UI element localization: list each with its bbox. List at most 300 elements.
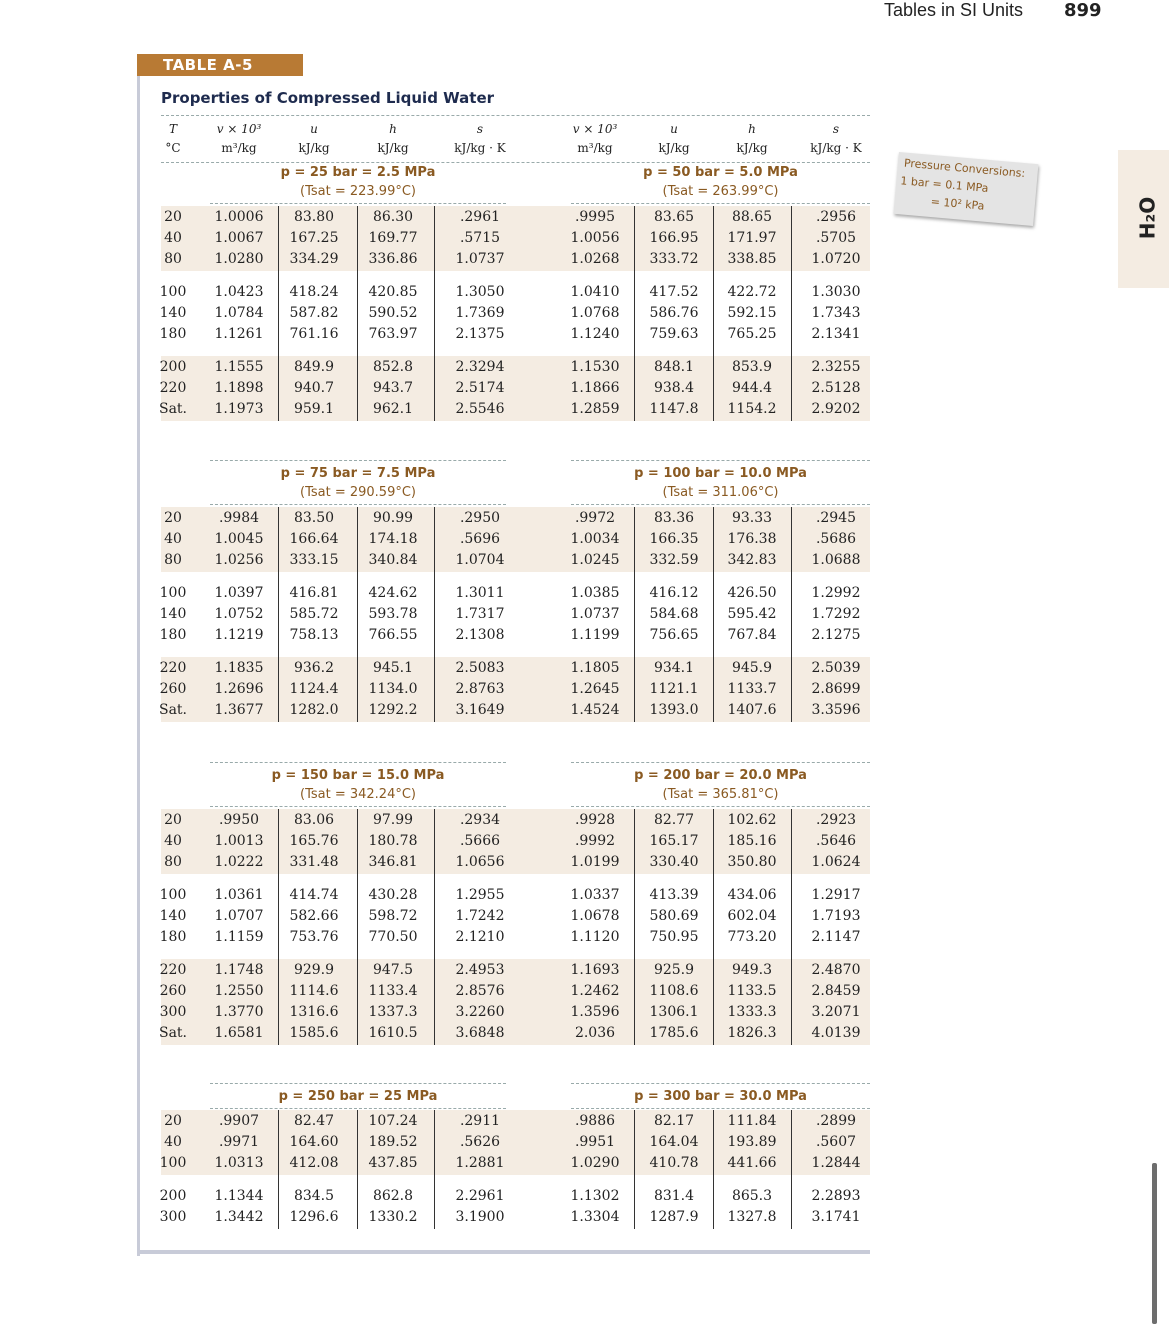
- temperature-cell: 260: [159, 681, 187, 697]
- note-title: Pressure Conversions:: [903, 156, 1026, 181]
- value-cell: 1.2462: [570, 983, 620, 999]
- col-symbol: h: [389, 122, 397, 136]
- table-row: [161, 625, 870, 646]
- col-symbol: v × 10³: [216, 122, 262, 136]
- side-tab[interactable]: [1118, 150, 1169, 288]
- value-cell: 1133.5: [727, 983, 777, 999]
- column-rule: [791, 507, 792, 722]
- value-cell: .2934: [459, 812, 501, 828]
- value-cell: 1.0056: [570, 230, 620, 246]
- value-cell: 2.1375: [455, 326, 505, 342]
- saturation-temperature: (Tsat = 263.99°C): [662, 184, 779, 199]
- col-unit: m³/kg: [221, 141, 257, 155]
- value-cell: 1.0707: [214, 908, 264, 924]
- column-rule: [791, 809, 792, 1045]
- value-cell: 418.24: [289, 284, 339, 300]
- value-cell: 1282.0: [289, 702, 339, 718]
- table-row: [161, 282, 870, 303]
- value-cell: 97.99: [372, 812, 414, 828]
- temperature-cell: Sat.: [158, 1025, 187, 1041]
- column-rule: [357, 507, 358, 722]
- value-cell: 587.82: [289, 305, 339, 321]
- divider: [571, 806, 870, 807]
- value-cell: .9951: [574, 1134, 616, 1150]
- table-title: Properties of Compressed Liquid Water: [161, 89, 495, 107]
- table-row: [161, 1186, 870, 1207]
- pressure-label: p = 50 bar = 5.0 MPa: [643, 165, 798, 180]
- value-cell: .2911: [459, 1113, 501, 1129]
- value-cell: 420.85: [368, 284, 418, 300]
- value-cell: 962.1: [372, 401, 414, 417]
- divider: [571, 203, 870, 204]
- pressure-conversion-note: [894, 152, 1039, 226]
- value-cell: 945.9: [731, 660, 773, 676]
- table-row: [161, 207, 870, 228]
- value-cell: 590.52: [368, 305, 418, 321]
- saturation-temperature: (Tsat = 290.59°C): [300, 485, 416, 500]
- value-cell: 1.1302: [570, 1188, 620, 1204]
- value-cell: .9971: [218, 1134, 260, 1150]
- value-cell: 83.50: [293, 510, 335, 526]
- column-rule: [634, 1110, 635, 1229]
- value-cell: 1147.8: [649, 401, 699, 417]
- column-rule: [713, 507, 714, 722]
- value-cell: 580.69: [649, 908, 699, 924]
- divider: [210, 504, 506, 505]
- col-unit: kJ/kg: [377, 141, 409, 155]
- value-cell: 346.81: [368, 854, 418, 870]
- value-cell: 430.28: [368, 887, 418, 903]
- pressure-label: p = 150 bar = 15.0 MPa: [271, 768, 445, 783]
- pressure-header-left: [210, 163, 506, 201]
- value-cell: 185.16: [727, 833, 777, 849]
- value-cell: 83.06: [293, 812, 335, 828]
- value-cell: 1.3030: [811, 284, 861, 300]
- value-cell: .5705: [815, 230, 857, 246]
- value-cell: 1.1748: [214, 962, 264, 978]
- col-unit: kJ/kg · K: [810, 141, 862, 155]
- bottom-rule: [137, 1250, 870, 1254]
- value-cell: 107.24: [368, 1113, 418, 1129]
- value-cell: 1.1261: [214, 326, 264, 342]
- divider: [210, 203, 506, 204]
- value-cell: 1.1555: [214, 359, 264, 375]
- value-cell: 763.97: [368, 326, 418, 342]
- temperature-cell: Sat.: [158, 401, 187, 417]
- value-cell: 1.2844: [811, 1155, 861, 1171]
- col-symbol: u: [310, 122, 318, 136]
- value-cell: .2923: [815, 812, 857, 828]
- value-cell: 1.0720: [811, 251, 861, 267]
- column-rule: [791, 1110, 792, 1229]
- value-cell: 852.8: [372, 359, 414, 375]
- value-cell: 1.0361: [214, 887, 264, 903]
- value-cell: 82.47: [293, 1113, 335, 1129]
- pressure-label: p = 250 bar = 25 MPa: [278, 1089, 438, 1104]
- value-cell: 853.9: [731, 359, 773, 375]
- value-cell: 1.1159: [214, 929, 264, 945]
- pressure-label: p = 75 bar = 7.5 MPa: [280, 466, 436, 481]
- value-cell: 2.4870: [811, 962, 861, 978]
- value-cell: 417.52: [649, 284, 699, 300]
- value-cell: 1.2696: [214, 681, 264, 697]
- value-cell: 1.0385: [570, 585, 620, 601]
- value-cell: 1.1898: [214, 380, 264, 396]
- value-cell: 169.77: [368, 230, 418, 246]
- table-row: [161, 1111, 870, 1132]
- value-cell: .5696: [459, 531, 501, 547]
- value-cell: .2961: [459, 209, 501, 225]
- value-cell: 766.55: [368, 627, 418, 643]
- temperature-cell: 100: [159, 284, 187, 300]
- table-row: [161, 658, 870, 679]
- table-row: [161, 550, 870, 571]
- value-cell: 1.0313: [214, 1155, 264, 1171]
- value-cell: 2.1308: [455, 627, 505, 643]
- value-cell: 1610.5: [368, 1025, 418, 1041]
- value-cell: 1.0290: [570, 1155, 620, 1171]
- pressure-header-right: [571, 766, 870, 804]
- table-row: [161, 927, 870, 948]
- value-cell: 1.0423: [214, 284, 264, 300]
- pressure-block: [158, 764, 870, 1050]
- value-cell: 938.4: [653, 380, 695, 396]
- value-cell: 1785.6: [649, 1025, 699, 1041]
- value-cell: 1.6581: [214, 1025, 264, 1041]
- pressure-label: p = 100 bar = 10.0 MPa: [634, 466, 807, 481]
- value-cell: 93.33: [731, 510, 773, 526]
- value-cell: 1154.2: [727, 401, 777, 417]
- value-cell: 334.29: [289, 251, 339, 267]
- value-cell: 584.68: [649, 606, 699, 622]
- table-row: [161, 228, 870, 249]
- value-cell: .5646: [815, 833, 857, 849]
- value-cell: 1316.6: [289, 1004, 339, 1020]
- value-cell: 1121.1: [649, 681, 699, 697]
- column-rule: [791, 206, 792, 421]
- row-group: [161, 884, 870, 949]
- table-row: [161, 831, 870, 852]
- temperature-cell: 180: [159, 627, 187, 643]
- value-cell: 3.1900: [455, 1209, 505, 1225]
- value-cell: 174.18: [368, 531, 418, 547]
- value-cell: 83.65: [653, 209, 695, 225]
- pressure-block: [158, 462, 870, 724]
- value-cell: .9907: [218, 1113, 260, 1129]
- value-cell: 340.84: [368, 552, 418, 568]
- value-cell: 1407.6: [727, 702, 777, 718]
- value-cell: 171.97: [727, 230, 777, 246]
- value-cell: 166.64: [289, 531, 339, 547]
- value-cell: 164.04: [649, 1134, 699, 1150]
- divider: [210, 460, 506, 461]
- temperature-cell: 100: [159, 1155, 187, 1171]
- value-cell: 1.2992: [811, 585, 861, 601]
- saturation-temperature: (Tsat = 365.81°C): [662, 787, 779, 802]
- value-cell: 1.1866: [570, 380, 620, 396]
- value-cell: 2.2961: [455, 1188, 505, 1204]
- temperature-cell: 300: [159, 1209, 187, 1225]
- table-row: [158, 700, 870, 721]
- value-cell: 189.52: [368, 1134, 418, 1150]
- value-cell: 437.85: [368, 1155, 418, 1171]
- value-cell: 2.1341: [811, 326, 861, 342]
- table-row: [161, 303, 870, 324]
- pressure-header-right: [571, 1087, 870, 1106]
- value-cell: 1.1805: [570, 660, 620, 676]
- value-cell: 83.80: [293, 209, 335, 225]
- divider: [571, 1083, 870, 1084]
- value-cell: 934.1: [653, 660, 695, 676]
- column-rule: [278, 809, 279, 1045]
- column-rule: [357, 1110, 358, 1229]
- value-cell: 2.5039: [811, 660, 861, 676]
- value-cell: 944.4: [731, 380, 773, 396]
- table-row: [161, 378, 870, 399]
- page-number: 899: [1064, 0, 1102, 21]
- column-rule: [434, 809, 435, 1045]
- value-cell: 2.5174: [455, 380, 505, 396]
- table-row: [161, 906, 870, 927]
- value-cell: 2.5083: [455, 660, 505, 676]
- value-cell: 1124.4: [289, 681, 339, 697]
- pressure-header-left: [210, 766, 506, 804]
- value-cell: 773.20: [727, 929, 777, 945]
- row-group: [161, 206, 870, 271]
- value-cell: 416.81: [289, 585, 339, 601]
- value-cell: 758.13: [289, 627, 339, 643]
- value-cell: 770.50: [368, 929, 418, 945]
- temperature-cell: 180: [159, 326, 187, 342]
- value-cell: 1.0624: [811, 854, 861, 870]
- value-cell: 1.0410: [570, 284, 620, 300]
- value-cell: 1.7369: [455, 305, 505, 321]
- value-cell: 1.2881: [455, 1155, 505, 1171]
- value-cell: 1333.3: [727, 1004, 777, 1020]
- pressure-block: [161, 1085, 870, 1231]
- value-cell: 1287.9: [649, 1209, 699, 1225]
- temperature-cell: 140: [159, 908, 187, 924]
- table-row: [161, 885, 870, 906]
- value-cell: 4.0139: [811, 1025, 861, 1041]
- value-cell: 193.89: [727, 1134, 777, 1150]
- scrollbar[interactable]: [1152, 1163, 1157, 1324]
- value-cell: .5715: [459, 230, 501, 246]
- value-cell: 82.77: [653, 812, 695, 828]
- value-cell: 1.0045: [214, 531, 264, 547]
- value-cell: 1.3596: [570, 1004, 620, 1020]
- col-unit: kJ/kg: [658, 141, 690, 155]
- value-cell: .2945: [815, 510, 857, 526]
- temperature-cell: 260: [159, 983, 187, 999]
- value-cell: 1.7317: [455, 606, 505, 622]
- value-cell: 1.0397: [214, 585, 264, 601]
- value-cell: 414.74: [289, 887, 339, 903]
- column-rule: [634, 507, 635, 722]
- value-cell: 2.1210: [455, 929, 505, 945]
- temperature-cell: 220: [159, 380, 187, 396]
- value-cell: 2.8763: [455, 681, 505, 697]
- temperature-cell: 40: [164, 1134, 182, 1150]
- table-row: [161, 583, 870, 604]
- value-cell: 1.7292: [811, 606, 861, 622]
- column-rule: [357, 809, 358, 1045]
- column-rule: [634, 206, 635, 421]
- value-cell: 338.85: [727, 251, 777, 267]
- value-cell: 333.72: [649, 251, 699, 267]
- value-cell: .9928: [574, 812, 616, 828]
- value-cell: 2.5128: [811, 380, 861, 396]
- value-cell: 1.0268: [570, 251, 620, 267]
- value-cell: 166.35: [649, 531, 699, 547]
- temperature-cell: 180: [159, 929, 187, 945]
- value-cell: 1.0034: [570, 531, 620, 547]
- value-cell: 90.99: [372, 510, 414, 526]
- value-cell: 586.76: [649, 305, 699, 321]
- temperature-cell: 20: [164, 1113, 182, 1129]
- temperature-cell: 80: [164, 854, 182, 870]
- value-cell: 1.2917: [811, 887, 861, 903]
- table-row: [161, 324, 870, 345]
- col-unit: kJ/kg · K: [454, 141, 506, 155]
- value-cell: 165.76: [289, 833, 339, 849]
- value-cell: 3.3596: [811, 702, 861, 718]
- value-cell: 426.50: [727, 585, 777, 601]
- value-cell: 1.0256: [214, 552, 264, 568]
- divider: [210, 1083, 506, 1084]
- row-group: [161, 582, 870, 647]
- value-cell: 1133.7: [727, 681, 777, 697]
- temperature-cell: 300: [159, 1004, 187, 1020]
- value-cell: 947.5: [372, 962, 414, 978]
- column-rule: [434, 507, 435, 722]
- value-cell: 350.80: [727, 854, 777, 870]
- value-cell: .9972: [574, 510, 616, 526]
- column-rule: [278, 206, 279, 421]
- row-group: [161, 507, 870, 572]
- col-unit: kJ/kg: [298, 141, 330, 155]
- pressure-header-right: [571, 464, 870, 502]
- value-cell: 940.7: [293, 380, 335, 396]
- value-cell: 1.4524: [570, 702, 620, 718]
- value-cell: 1.7343: [811, 305, 861, 321]
- running-title: Tables in SI Units: [884, 0, 1024, 20]
- value-cell: 165.17: [649, 833, 699, 849]
- temperature-cell: 40: [164, 230, 182, 246]
- value-cell: 1292.2: [368, 702, 418, 718]
- value-cell: 1.0337: [570, 887, 620, 903]
- table-row: [161, 960, 870, 981]
- row-group: [158, 657, 870, 722]
- value-cell: 1.0678: [570, 908, 620, 924]
- value-cell: 1.0737: [570, 606, 620, 622]
- value-cell: 2.036: [574, 1025, 616, 1041]
- row-group: [161, 281, 870, 346]
- value-cell: 3.2260: [455, 1004, 505, 1020]
- value-cell: 111.84: [727, 1113, 777, 1129]
- temperature-cell: 40: [164, 833, 182, 849]
- value-cell: 862.8: [372, 1188, 414, 1204]
- value-cell: 1.0656: [455, 854, 505, 870]
- value-cell: 2.8576: [455, 983, 505, 999]
- col-symbol: s: [832, 122, 840, 136]
- divider: [210, 1108, 506, 1109]
- value-cell: 592.15: [727, 305, 777, 321]
- divider: [210, 806, 506, 807]
- value-cell: 1.3050: [455, 284, 505, 300]
- value-cell: 1.1530: [570, 359, 620, 375]
- saturation-temperature: (Tsat = 223.99°C): [300, 184, 416, 199]
- value-cell: .9995: [574, 209, 616, 225]
- value-cell: 1133.4: [368, 983, 418, 999]
- temperature-cell: 140: [159, 606, 187, 622]
- table-row: [158, 1023, 870, 1044]
- row-group: [161, 809, 870, 874]
- value-cell: 3.6848: [455, 1025, 505, 1041]
- value-cell: .5626: [459, 1134, 501, 1150]
- col-unit: °C: [165, 141, 181, 155]
- value-cell: 959.1: [293, 401, 335, 417]
- side-tab-label: H₂O: [1135, 196, 1160, 240]
- value-cell: 1.3011: [455, 585, 505, 601]
- table-row: [161, 508, 870, 529]
- value-cell: 929.9: [293, 962, 335, 978]
- value-cell: 3.1741: [811, 1209, 861, 1225]
- value-cell: 1.0067: [214, 230, 264, 246]
- value-cell: 759.63: [649, 326, 699, 342]
- value-cell: 582.66: [289, 908, 339, 924]
- temperature-cell: 200: [159, 359, 187, 375]
- value-cell: 1393.0: [649, 702, 699, 718]
- table-row: [161, 1207, 870, 1228]
- value-cell: 1.1240: [570, 326, 620, 342]
- divider: [571, 504, 870, 505]
- value-cell: 765.25: [727, 326, 777, 342]
- note-line-1: 1 bar = 0.1 MPa: [899, 174, 990, 195]
- temperature-cell: 20: [164, 812, 182, 828]
- temperature-cell: 100: [159, 887, 187, 903]
- column-rule: [713, 206, 714, 421]
- value-cell: 2.3294: [455, 359, 505, 375]
- value-cell: 1134.0: [368, 681, 418, 697]
- value-cell: 1108.6: [649, 983, 699, 999]
- value-cell: 1.1344: [214, 1188, 264, 1204]
- value-cell: 410.78: [649, 1155, 699, 1171]
- divider: [571, 460, 870, 461]
- column-rule: [278, 507, 279, 722]
- value-cell: 1.2645: [570, 681, 620, 697]
- value-cell: 82.17: [653, 1113, 695, 1129]
- value-cell: 1.3442: [214, 1209, 264, 1225]
- value-cell: 1.1835: [214, 660, 264, 676]
- column-header: [161, 115, 870, 163]
- col-unit: kJ/kg: [736, 141, 768, 155]
- value-cell: 756.65: [649, 627, 699, 643]
- col-symbol: T: [168, 122, 177, 136]
- value-cell: 1.0199: [570, 854, 620, 870]
- pressure-block: [158, 161, 870, 423]
- value-cell: 3.1649: [455, 702, 505, 718]
- value-cell: 925.9: [653, 962, 695, 978]
- divider: [571, 1108, 870, 1109]
- value-cell: 598.72: [368, 908, 418, 924]
- value-cell: 943.7: [372, 380, 414, 396]
- value-cell: 1.3770: [214, 1004, 264, 1020]
- value-cell: 416.12: [649, 585, 699, 601]
- value-cell: 849.9: [293, 359, 335, 375]
- table-row: [161, 1132, 870, 1153]
- table-row: [161, 852, 870, 873]
